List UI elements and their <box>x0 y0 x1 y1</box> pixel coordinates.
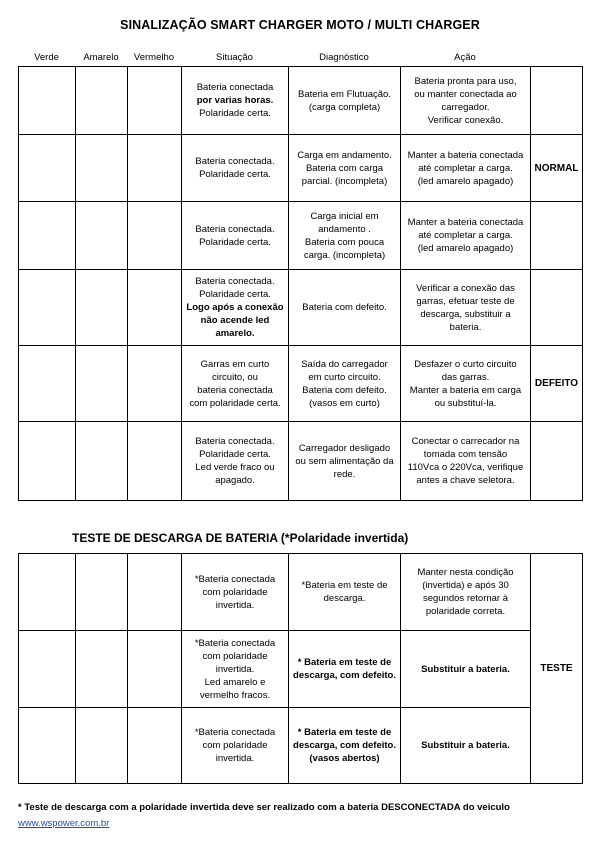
cell-situacao: Bateria conectada. Polaridade certa. <box>182 135 289 202</box>
header-amarelo: Amarelo <box>83 52 119 63</box>
cell-diagnostico: * Bateria em teste de descarga, com defeito. <box>289 631 401 708</box>
lamp-vermelho <box>128 422 182 501</box>
header-acao: Ação <box>454 52 476 63</box>
page-title: SINALIZAÇÃO SMART CHARGER MOTO / MULTI CHARGER <box>120 18 480 32</box>
cell-acao: Manter a bateria conectada até completar a carga. (led amarelo apagado) <box>401 135 531 202</box>
cell-situacao: *Bateria conectada com polaridade invertida. <box>182 708 289 784</box>
lamp-verde <box>19 422 76 501</box>
cell-diagnostico: Bateria em Flutuação. (carga completa) <box>289 67 401 135</box>
cell-diagnostico: *Bateria em teste de descarga. <box>289 554 401 631</box>
cell-acao: Desfazer o curto circuito das garras. Manter a bateria em carga ou substituí-la. <box>401 346 531 422</box>
lamp-vermelho <box>128 708 182 784</box>
lamp-vermelho <box>128 67 182 135</box>
table-row <box>19 270 583 346</box>
table-row <box>19 631 583 708</box>
lamp-amarelo <box>76 270 128 346</box>
section-title-teste-descarga: TESTE DE DESCARGA DE BATERIA (*Polaridade invertida) <box>72 531 409 545</box>
signal-table <box>18 66 583 501</box>
cell-acao: Conectar o carrecador na tomada com tensão 110Vca o 220Vca, verifique antes a chave seletora. <box>401 422 531 501</box>
cell-situacao: *Bateria conectada com polaridade invertida. Led amarelo e vermelho fracos. <box>182 631 289 708</box>
table-row <box>19 202 583 270</box>
cell-acao: Verificar a conexão das garras, efetuar teste de descarga, substituir a bateria. <box>401 270 531 346</box>
lamp-verde <box>19 554 76 631</box>
lamp-verde <box>19 708 76 784</box>
footnote: * Teste de descarga com a polaridade invertida deve ser realizado com a bateria DESCONECTADA do veiculo <box>18 802 510 813</box>
lamp-amarelo <box>76 631 128 708</box>
cell-situacao: Bateria conectada por varias horas. Polaridade certa. <box>182 67 289 135</box>
cell-situacao: Bateria conectada. Polaridade certa. Led verde fraco ou apagado. <box>182 422 289 501</box>
cell-acao: Manter a bateria conectada até completar a carga. (led amarelo apagado) <box>401 202 531 270</box>
cell-diagnostico: Saída do carregador em curto circuito. Bateria com defeito. (vasos em curto) <box>289 346 401 422</box>
cell-diagnostico: * Bateria em teste de descarga, com defeito. (vasos abertos) <box>289 708 401 784</box>
lamp-amarelo <box>76 708 128 784</box>
cell-acao: Manter nesta condição (invertida) e após 30 segundos retornar à polaridade correta. <box>401 554 531 631</box>
lamp-amarelo <box>76 554 128 631</box>
lamp-vermelho <box>128 346 182 422</box>
cell-situacao: Garras em curto circuito, ou bateria conectada com polaridade certa. <box>182 346 289 422</box>
cell-situacao: Bateria conectada. Polaridade certa. <box>182 202 289 270</box>
header-verde: Verde <box>34 52 59 63</box>
cell-acao: Bateria pronta para uso, ou manter conectada ao carregador. Verificar conexão. <box>401 67 531 135</box>
group-label-teste: TESTE <box>531 554 583 784</box>
table-row <box>19 708 583 784</box>
lamp-verde <box>19 631 76 708</box>
cell-acao: Substituir a bateria. <box>401 708 531 784</box>
lamp-verde <box>19 135 76 202</box>
lamp-amarelo <box>76 135 128 202</box>
cell-diagnostico: Bateria com defeito. <box>289 270 401 346</box>
lamp-verde <box>19 67 76 135</box>
header-diagnostico: Diagnóstico <box>319 52 369 63</box>
lamp-amarelo <box>76 422 128 501</box>
cell-diagnostico: Carregador desligado ou sem alimentação da rede. <box>289 422 401 501</box>
lamp-vermelho <box>128 202 182 270</box>
cell-diagnostico: Carga em andamento. Bateria com carga parcial. (incompleta) <box>289 135 401 202</box>
table-row <box>19 67 583 135</box>
lamp-amarelo <box>76 346 128 422</box>
group-label-defeito: DEFEITO <box>531 346 583 422</box>
cell-situacao: *Bateria conectada com polaridade invertida. <box>182 554 289 631</box>
group-label-normal: NORMAL <box>531 135 583 202</box>
table-row <box>19 346 583 422</box>
header-situacao: Situação <box>216 52 253 63</box>
table-row <box>19 422 583 501</box>
lamp-amarelo <box>76 202 128 270</box>
lamp-amarelo <box>76 67 128 135</box>
lamp-verde <box>19 270 76 346</box>
lamp-vermelho <box>128 554 182 631</box>
lamp-verde <box>19 346 76 422</box>
cell-acao: Substituir a bateria. <box>401 631 531 708</box>
discharge-test-table <box>18 553 583 784</box>
website-link[interactable]: www.wspower.com.br <box>18 818 110 829</box>
cell-situacao: Bateria conectada. Polaridade certa. Logo após a conexão não acende led amarelo. <box>182 270 289 346</box>
cell-diagnostico: Carga inicial em andamento . Bateria com pouca carga. (incompleta) <box>289 202 401 270</box>
table-row <box>19 135 583 202</box>
header-vermelho: Vermelho <box>133 52 175 63</box>
lamp-vermelho <box>128 135 182 202</box>
lamp-verde <box>19 202 76 270</box>
lamp-vermelho <box>128 270 182 346</box>
lamp-vermelho <box>128 631 182 708</box>
table-row <box>19 554 583 631</box>
